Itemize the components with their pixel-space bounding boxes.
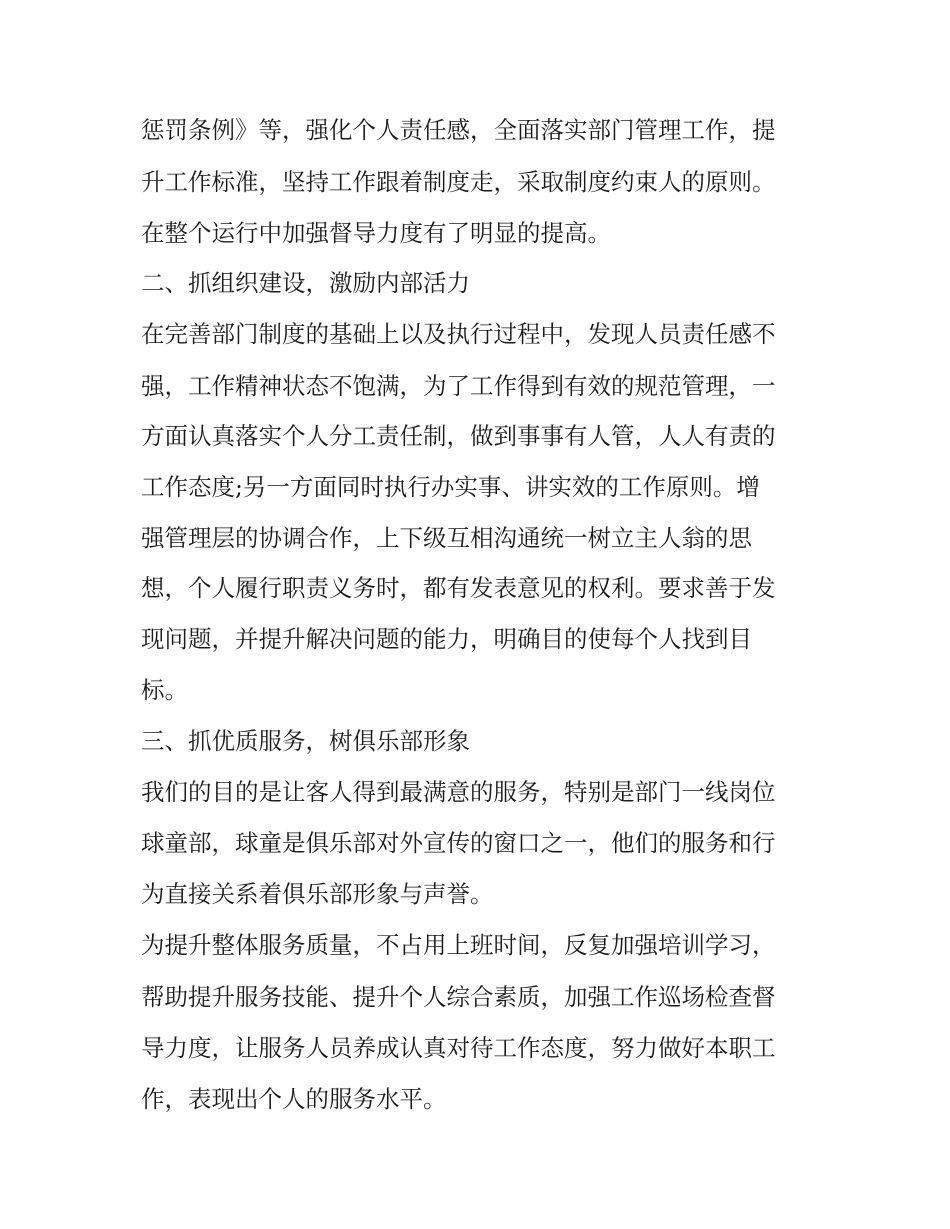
body-text-line: 升工作标准，坚持工作跟着制度走，采取制度约束人的原则。 xyxy=(141,168,776,196)
body-text-line: 方面认真落实个人分工责任制，做到事事有人管，人人有责的 xyxy=(141,422,776,450)
body-text-line: 惩罚条例》等，强化个人责任感，全面落实部门管理工作，提 xyxy=(141,116,776,144)
body-text-line: 作，表现出个人的服务水平。 xyxy=(141,1085,447,1113)
body-text-line: 工作态度;另一方面同时执行办实事、讲实效的工作原则。增 xyxy=(141,473,760,501)
body-text-line: 导力度，让服务人员养成认真对待工作态度，努力做好本职工 xyxy=(141,1034,776,1062)
body-text-line: 在完善部门制度的基础上以及执行过程中，发现人员责任感不 xyxy=(141,320,776,348)
body-text-line: 强管理层的协调合作，上下级互相沟通统一树立主人翁的思 xyxy=(141,524,752,552)
body-text-line: 球童部，球童是俱乐部对外宣传的窗口之一，他们的服务和行 xyxy=(141,829,776,857)
section-heading: 三、抓优质服务，树俱乐部形象 xyxy=(141,727,470,755)
body-text-line: 想，个人履行职责义务时，都有发表意见的权利。要求善于发 xyxy=(141,574,776,602)
body-text-line: 我们的目的是让客人得到最满意的服务，特别是部门一线岗位 xyxy=(141,778,776,806)
body-text-line: 为提升整体服务质量，不占用上班时间，反复加强培训学习， xyxy=(141,931,776,959)
body-text-line: 为直接关系着俱乐部形象与声誉。 xyxy=(141,880,494,908)
body-text-line: 现问题，并提升解决问题的能力，明确目的使每个人找到目 xyxy=(141,625,752,653)
body-text-line: 在整个运行中加强督导力度有了明显的提高。 xyxy=(141,219,611,247)
body-text-line: 标。 xyxy=(141,676,188,704)
body-text-line: 强，工作精神状态不饱满，为了工作得到有效的规范管理，一 xyxy=(141,372,776,400)
section-heading: 二、抓组织建设，激励内部活力 xyxy=(141,269,470,297)
body-text-line: 帮助提升服务技能、提升个人综合素质，加强工作巡场检查督 xyxy=(141,983,776,1011)
